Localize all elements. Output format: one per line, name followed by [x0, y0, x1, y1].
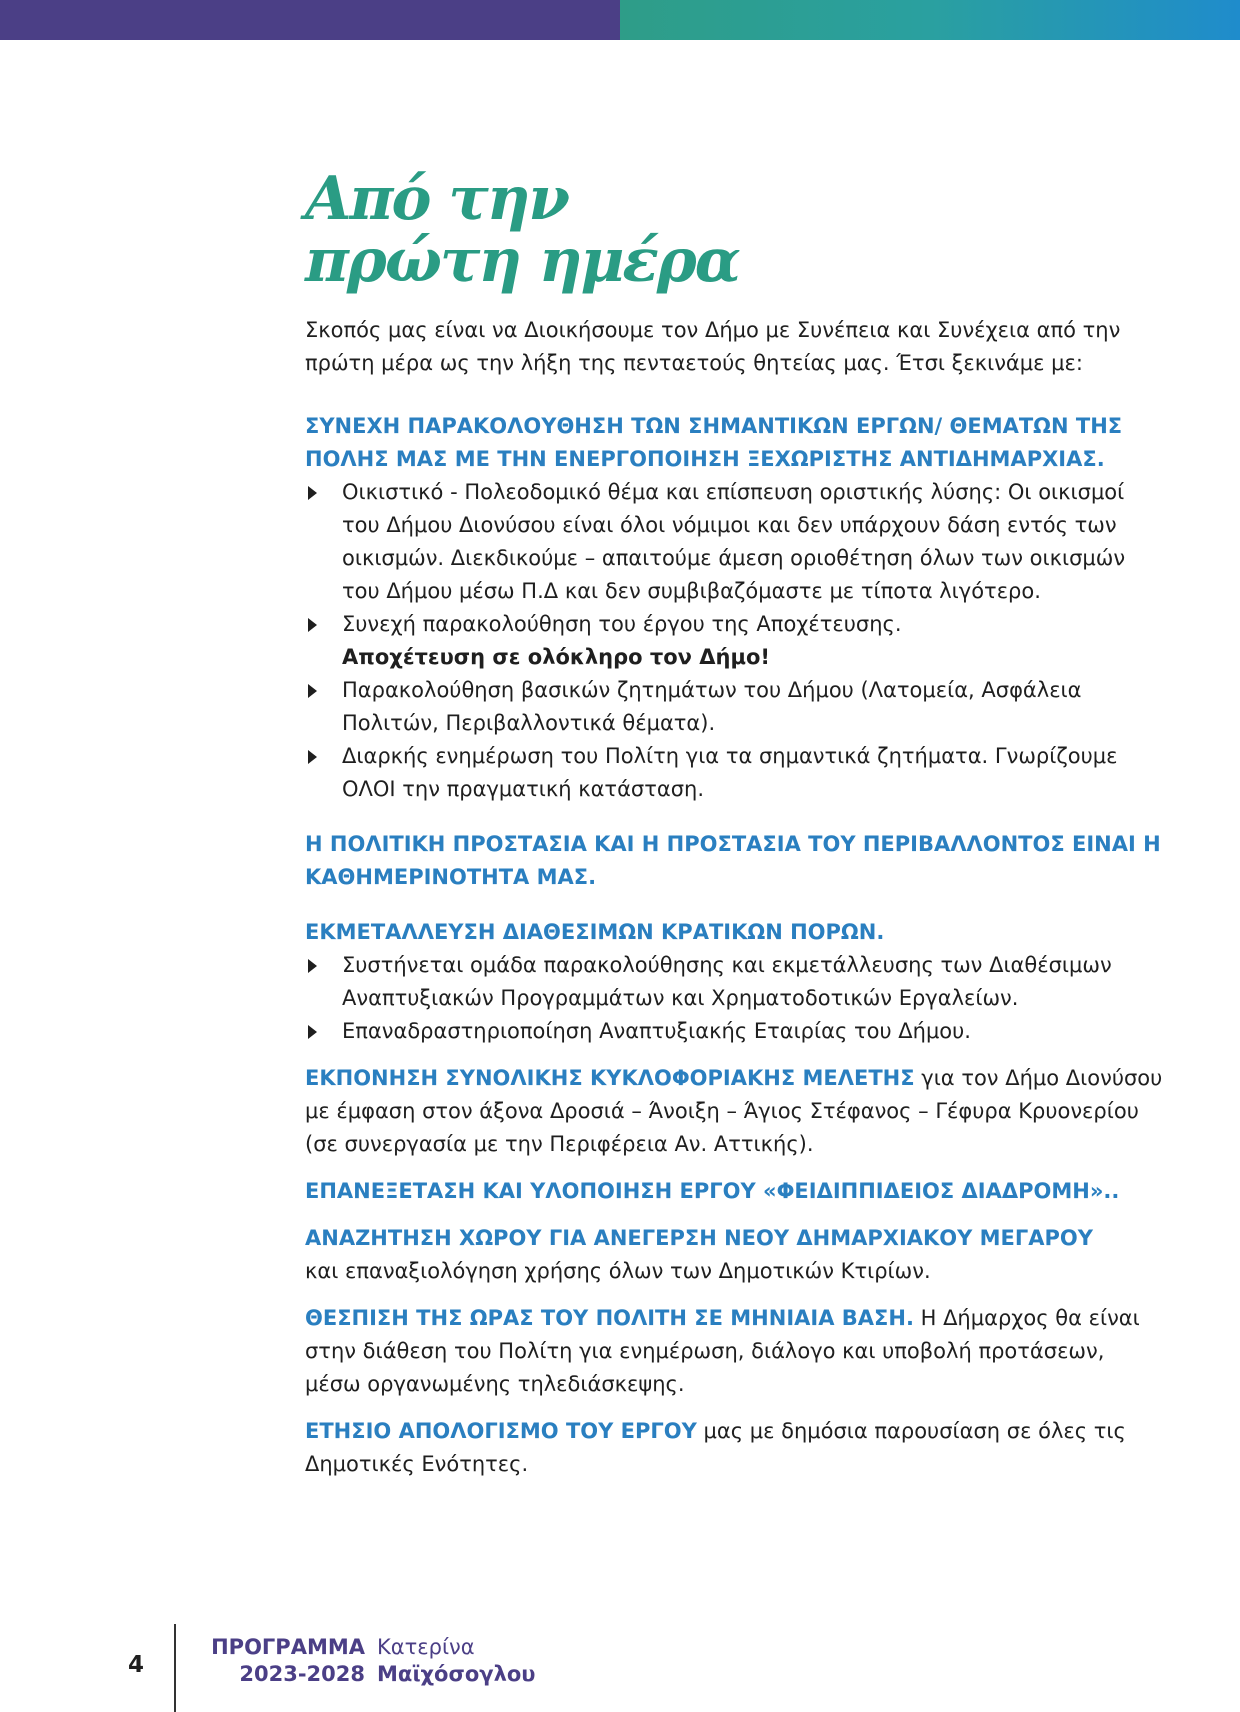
top-bar-purple-segment	[0, 0, 620, 40]
top-color-bar	[0, 0, 1240, 40]
list-item	[305, 949, 1165, 1015]
candidate-first-name: Κατερίνα	[377, 1635, 475, 1659]
list-item	[305, 674, 1165, 740]
list-item-text: Επαναδραστηριοποίηση Αναπτυξιακής Εταιρίας του Δήμου.	[342, 1019, 971, 1043]
section-heading: ΕΠΑΝΕΞΕΤΑΣΗ ΚΑΙ ΥΛΟΠΟΙΗΣΗ ΕΡΓΟΥ «ΦΕΙΔΙΠΠΙΔΕΙΟΣ ΔΙΑΔΡΟΜΗ»..	[305, 1179, 1120, 1203]
page-title-line-1: Από την	[305, 164, 569, 234]
page-title-line-2: πρώτη ημέρα	[305, 226, 739, 296]
list-item	[305, 608, 1165, 674]
list-item	[305, 476, 1165, 608]
section-annual-review	[305, 1415, 1165, 1481]
list-item-text: Παρακολούθηση βασικών ζητημάτων του Δήμου (Λατομεία, Ασφάλεια Πολιτών, Περιβαλλοντικά θέματα).	[342, 678, 1082, 735]
bullet-triangle-icon	[308, 1025, 317, 1039]
list-item	[305, 740, 1165, 806]
section-heading: Η ΠΟΛΙΤΙΚΗ ΠΡΟΣΤΑΣΙΑ ΚΑΙ Η ΠΡΟΣΤΑΣΙΑ ΤΟΥ ΠΕΡΙΒΑΛΛΟΝΤΟΣ ΕΙΝΑΙ Η ΚΑΘΗΜΕΡΙΝΟΤΗΤΑ ΜΑΣ.	[305, 832, 1161, 889]
bullet-triangle-icon	[308, 486, 317, 500]
section-heading: ΘΕΣΠΙΣΗ ΤΗΣ ΩΡΑΣ ΤΟΥ ΠΟΛΙΤΗ ΣΕ ΜΗΝΙΑΙΑ ΒΑΣΗ.	[305, 1306, 914, 1330]
intro-paragraph: Σκοπός μας είναι να Διοικήσουμε τον Δήμο με Συνέπεια και Συνέχεια από την πρώτη μέρα ως την λήξη της πενταετούς θητείας μας. Έτσι ξεκινάμε με:	[305, 318, 1121, 375]
section-state-resources	[305, 916, 1165, 1048]
section-antidimarchia	[305, 410, 1165, 806]
section-paragraph	[305, 1062, 1165, 1161]
footer-divider	[174, 1624, 176, 1712]
section-text: και επαναξιολόγηση χρήσης όλων των Δημοτικών Κτιρίων.	[305, 1259, 931, 1283]
section-traffic-study	[305, 1062, 1165, 1161]
section-feidippideios	[305, 1175, 1165, 1208]
section-citizen-hour	[305, 1302, 1165, 1401]
list-item	[305, 1015, 1165, 1048]
list-item-text: Συνεχή παρακολούθηση του έργου της Αποχέτευσης.	[342, 612, 902, 636]
page-content	[305, 164, 1165, 1495]
bullet-list	[305, 476, 1165, 806]
section-paragraph	[305, 1415, 1165, 1481]
list-item-text: Οικιστικό - Πολεοδομικό θέμα και επίσπευση οριστικής λύσης: Οι οικισμοί του Δήμου Διονύσου είναι όλοι νόμιμοι και δεν υπάρχουν δάση εντός των οικισμών. Διεκδικούμε – απαιτούμε άμεση οριοθέτηση όλων των οικισμών του Δήμου μέσω Π.Δ και δεν συμβιβαζόμαστε με τίποτα λιγότερο.	[342, 480, 1126, 603]
program-years: 2023-2028	[239, 1662, 365, 1686]
list-item-text: Διαρκής ενημέρωση του Πολίτη για τα σημαντικά ζητήματα. Γνωρίζουμε ΟΛΟΙ την πραγματική κατάσταση.	[342, 744, 1118, 801]
top-bar-gradient-segment	[620, 0, 1240, 40]
section-heading: ΕΚΠΟΝΗΣΗ ΣΥΝΟΛΙΚΗΣ ΚΥΚΛΟΦΟΡΙΑΚΗΣ ΜΕΛΕΤΗΣ	[305, 1066, 915, 1090]
page-number: 4	[128, 1652, 145, 1678]
list-item-text: Συστήνεται ομάδα παρακολούθησης και εκμετάλλευσης των Διαθέσιμων Αναπτυξιακών Προγραμμάτων και Χρηματοδοτικών Εργαλείων.	[342, 953, 1112, 1010]
section-heading: ΕΚΜΕΤΑΛΛΕΥΣΗ ΔΙΑΘΕΣΙΜΩΝ ΚΡΑΤΙΚΩΝ ΠΟΡΩΝ.	[305, 920, 885, 944]
section-heading: ΕΤΗΣΙΟ ΑΠΟΛΟΓΙΣΜΟ ΤΟΥ ΕΡΓΟΥ	[305, 1419, 697, 1443]
bullet-list	[305, 949, 1165, 1048]
bullet-triangle-icon	[308, 684, 317, 698]
program-label: ΠΡΟΓΡΑΜΜΑ	[211, 1635, 365, 1659]
section-heading: ΣΥΝΕΧΗ ΠΑΡΑΚΟΛΟΥΘΗΣΗ ΤΩΝ ΣΗΜΑΝΤΙΚΩΝ ΕΡΓΩΝ/ ΘΕΜΑΤΩΝ ΤΗΣ ΠΟΛΗΣ ΜΑΣ ΜΕ ΤΗΝ ΕΝΕΡΓΟΠΟΙΗΣΗ ΞΕΧΩΡΙΣΤΗΣ ΑΝΤΙΔΗΜΑΡΧΙΑΣ.	[305, 414, 1123, 471]
section-heading: ΑΝΑΖΗΤΗΣΗ ΧΩΡΟΥ ΓΙΑ ΑΝΕΓΕΡΣΗ ΝΕΟΥ ΔΗΜΑΡΧΙΑΚΟΥ ΜΕΓΑΡΟΥ	[305, 1226, 1093, 1250]
page-footer	[0, 1620, 1240, 1712]
bullet-triangle-icon	[308, 959, 317, 973]
section-paragraph	[305, 1302, 1165, 1401]
section-civil-protection	[305, 828, 1165, 894]
section-town-hall	[305, 1222, 1165, 1288]
bullet-triangle-icon	[308, 618, 317, 632]
candidate-last-name: Μαϊχόσογλου	[377, 1662, 536, 1686]
page-title	[305, 164, 1165, 296]
section-text: για τον Δήμο Διονύσου με έμφαση στον άξονα Δροσιά – Άνοιξη – Άγιος Στέφανος – Γέφυρα Κρυονερίου (σε συνεργασία με την Περιφέρεια Αν. Αττικής).	[305, 1066, 1163, 1156]
list-item-emphasis: Αποχέτευση σε ολόκληρο τον Δήμο!	[342, 645, 770, 669]
bullet-triangle-icon	[308, 750, 317, 764]
section-text: Η Δήμαρχος θα είναι στην διάθεση του Πολίτη για ενημέρωση, διάλογο και υποβολή προτάσεων, μέσω οργανωμένης τηλεδιάσκεψης.	[305, 1306, 1140, 1396]
section-text: μας με δημόσια παρουσίαση σε όλες τις Δημοτικές Ενότητες.	[305, 1419, 1126, 1476]
